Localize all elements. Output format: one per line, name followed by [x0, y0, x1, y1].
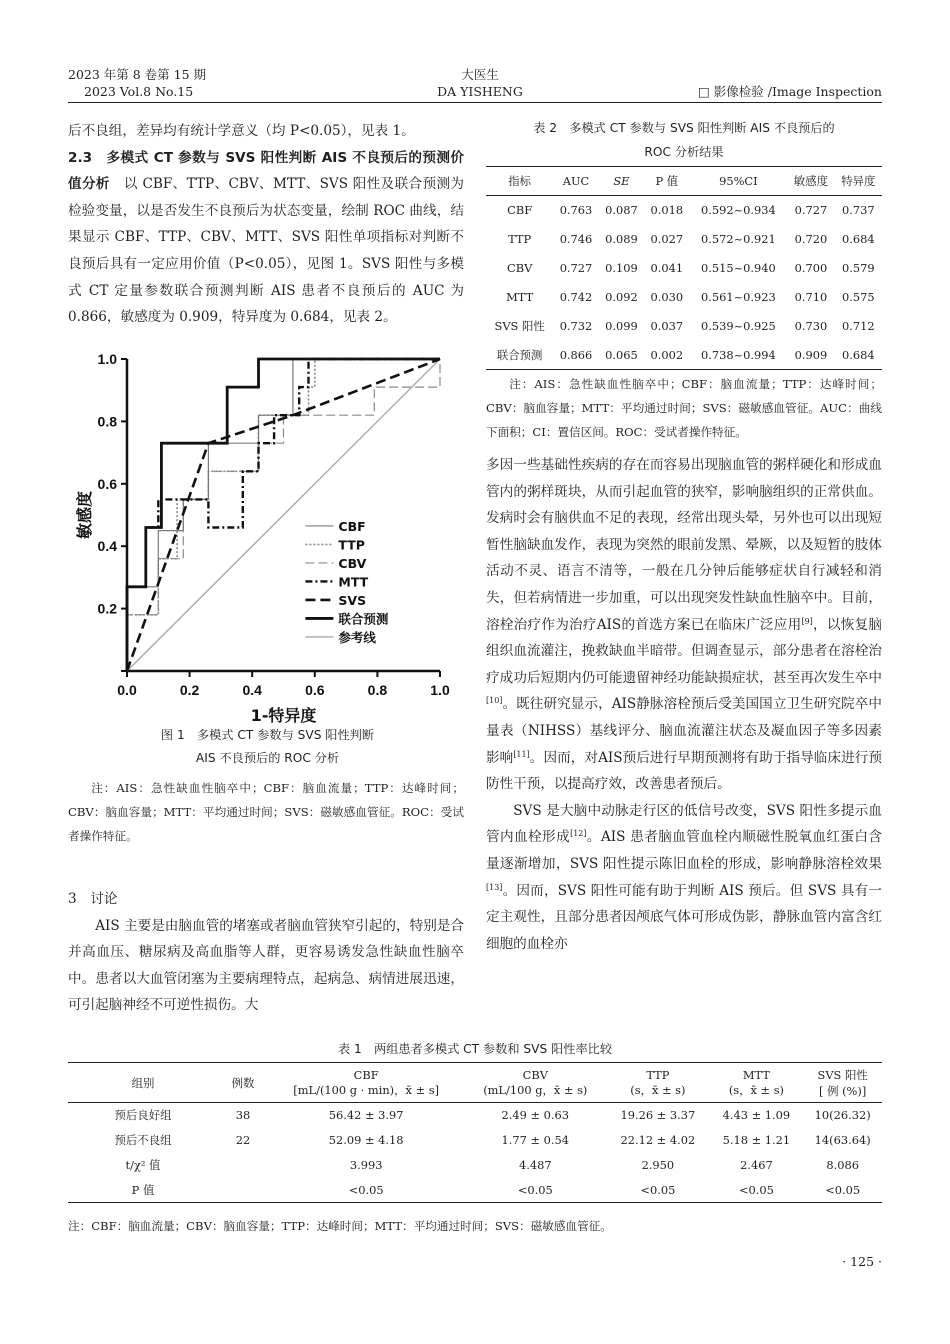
legend-label: 联合预测 — [338, 611, 389, 627]
header-center — [420, 66, 540, 100]
y-tick-label: 1.0 — [97, 351, 117, 367]
t1-header-svs — [803, 1063, 882, 1103]
t2-header: SE — [613, 174, 630, 188]
t1-header-unit: (s，x̄ ± s) — [728, 1082, 784, 1097]
text-span: 。AIS 患者脑血管血栓内顺磁性脱氧血红蛋白含量逐渐增加，SVS 阳性提示陈旧血栓的形成，影响静脉溶栓效果 — [486, 829, 883, 872]
t1-cell: 22 — [235, 1133, 251, 1147]
section-2-3 — [68, 145, 464, 331]
t1-cell: 22.12 ± 4.02 — [620, 1133, 696, 1147]
table2-title-line2: ROC 分析结果 — [644, 145, 724, 159]
t1-header-text: SVS 阳性 — [817, 1067, 868, 1082]
legend-label: CBV — [338, 555, 367, 571]
legend-label: 参考线 — [338, 629, 376, 645]
table2-title — [486, 116, 882, 164]
t2-cell: 0.561~0.923 — [700, 290, 776, 304]
t1-cell: 5.18 ± 1.21 — [722, 1133, 791, 1147]
discussion-paragraph: AIS 主要是由脑血管的堵塞或者脑血管狭窄引起的，特别是合并高血压、糖尿病及高血脂等人群，更容易诱发急性缺血性脑卒中。患者以大血管闭塞为主要病理特点，起病急、病情进展迅速，可引起脑神经不可逆性损伤。大 — [68, 917, 464, 1014]
t1-header-cbf — [268, 1063, 464, 1103]
x-axis-label: 1-特异度 — [250, 706, 317, 725]
t1-cell: <0.05 — [640, 1182, 676, 1197]
t2-cell: MTT — [506, 290, 534, 304]
t2-cell: 0.684 — [841, 347, 875, 362]
t1-cell: 2.950 — [641, 1158, 675, 1172]
t1-header-unit: (s，x̄ ± s) — [630, 1082, 686, 1097]
roc-curve-参考线 — [127, 359, 440, 671]
journal-issue-en: 2023 Vol.8 No.15 — [84, 84, 194, 99]
t1-cell: P 值 — [131, 1182, 155, 1197]
legend-label: MTT — [338, 574, 369, 590]
t2-cell: 0.030 — [650, 290, 684, 304]
y-tick-label: 0.4 — [97, 538, 117, 555]
t2-cell: 0.092 — [605, 290, 638, 304]
t2-cell: 联合预测 — [496, 347, 543, 362]
t2-header: 指标 — [508, 174, 532, 188]
y-tick-label: 0.2 — [97, 600, 117, 617]
t2-cell: 0.732 — [559, 319, 593, 333]
t2-cell: 0.037 — [650, 319, 684, 333]
t2-cell: 0.018 — [650, 203, 684, 218]
t2-cell: 0.720 — [794, 232, 828, 246]
t2-cell: 0.539~0.925 — [700, 319, 776, 333]
t2-cell: 0.742 — [559, 290, 593, 304]
table2-title-line1: 表 2 多模式 CT 参数与 SVS 阳性判断 AIS 不良预后的 — [533, 121, 835, 135]
t1-header-count — [218, 1063, 268, 1103]
paragraph-aetiology — [486, 452, 882, 798]
section-title: 多模式 CT 参数与 SVS 阳性判断 AIS 不良预后的预测价值分析 — [68, 149, 464, 193]
t2-cell: 0.109 — [605, 261, 638, 275]
section-3-title: 3 讨论 — [68, 891, 118, 907]
text-span: ，以恢复脑组织血流灌注，挽救缺血半暗带。但调查显示，部分患者在溶栓治疗成功后短期内仍可能遗留神经功能缺损症状，甚至再次发生卒中 — [486, 616, 883, 686]
y-axis-label: 敏感度 — [75, 490, 94, 540]
journal-name-en: DA YISHENG — [437, 84, 523, 99]
t2-cell: 0.700 — [794, 261, 828, 275]
t2-row — [486, 341, 882, 370]
x-tick-label: 0.0 — [117, 682, 137, 698]
t1-row — [68, 1178, 882, 1203]
t2-cell: 0.710 — [794, 290, 828, 304]
t1-cell: 预后良好组 — [114, 1108, 172, 1123]
t1-header-cbv — [464, 1063, 606, 1103]
t2-cell: 0.684 — [841, 232, 875, 246]
paragraph-results-end: 后不良组，差异均有统计学意义（均 P<0.05），见表 1。 — [68, 123, 415, 139]
t1-cell: 19.26 ± 3.37 — [620, 1108, 696, 1123]
citation: [13] — [486, 882, 503, 892]
figure-caption — [70, 724, 465, 770]
y-tick-label: 0.6 — [97, 475, 117, 492]
text-span: 。因而，对AIS预后进行早期预测将有助于指导临床进行预防性干预，以提高疗效，改善患者预后。 — [486, 749, 883, 793]
t2-cell: 0.727 — [559, 261, 593, 275]
t1-cell: 3.993 — [349, 1158, 383, 1172]
t1-cell: 2.49 ± 0.63 — [501, 1108, 570, 1123]
t1-cell: 预后不良组 — [114, 1133, 172, 1147]
t2-cell: 0.746 — [559, 232, 593, 246]
t2-header: AUC — [562, 174, 590, 188]
t1-cell — [218, 1153, 268, 1178]
t2-cell: 0.727 — [794, 203, 828, 218]
table1-title: 表 1 两组患者多模式 CT 参数和 SVS 阳性率比较 — [337, 1042, 613, 1056]
t1-cell: 4.43 ± 1.09 — [722, 1108, 791, 1123]
text-span: SVS 是大脑中动脉走行区的低信号改变，SVS 阳性多提示血管内血栓形成 — [486, 802, 882, 846]
left-column-bottom — [68, 886, 464, 1019]
t2-cell: 0.065 — [605, 347, 638, 362]
header-section: □ 影像检验 /Image Inspection — [698, 84, 882, 99]
t1-header-unit: [ 例 (%)] — [819, 1083, 867, 1098]
x-tick-label: 0.2 — [179, 682, 200, 698]
table1 — [68, 1062, 882, 1203]
t1-header-text: CBV — [522, 1067, 548, 1082]
journal-name-cn: 大医生 — [461, 67, 499, 82]
t2-cell: TTP — [508, 232, 532, 246]
t2-header: 特异度 — [841, 174, 876, 188]
t1-header-text: TTP — [646, 1067, 670, 1082]
text-span: 。既往研究显示，AIS静脉溶栓预后受美国国立卫生研究院卒中量表（NIHSS）基线评分、脑血流灌注状态及凝血因子等多因素影响 — [486, 696, 882, 766]
t2-cell: 0.089 — [605, 232, 638, 246]
text-span: 多因一些基础性疾病的存在而容易出现脑血管的粥样硬化和形成血管内的粥样斑块，从而引起血管的狭窄，影响脑组织的正常供血。发病时会有脑供血不足的表现，经常出现头晕，另外也可以出现短暂性脑缺血发作，表现为突然的眼前发黑、晕厥，以及短暂的肢体活动不灵、语言不清等，一般在几分钟后能够症状自行减轻和消失，但若病情进一步加重，可以出现突发性缺血性脑卒中。目前，溶栓治疗作为治疗AIS的首选方案已在临床广泛应用 — [486, 457, 882, 633]
journal-issue-cn: 2023 年第 8 卷第 15 期 — [68, 67, 207, 82]
t2-row — [486, 283, 882, 312]
t2-row — [486, 225, 882, 254]
t1-cell — [218, 1178, 268, 1203]
t2-cell: 0.909 — [794, 347, 828, 362]
t1-cell: 8.086 — [826, 1158, 859, 1172]
page-number: · 125 · — [842, 1254, 882, 1269]
t1-cell: 1.77 ± 0.54 — [501, 1133, 570, 1147]
legend-label: CBF — [338, 518, 366, 534]
t2-cell: 0.592~0.934 — [700, 203, 776, 218]
t2-row — [486, 254, 882, 283]
table2-note: 注：AIS：急性缺血性脑卒中；CBF：脑血流量；TTP：达峰时间；CBV：脑血容量；MTT：平均通过时间；SVS：磁敏感血管征。AUC：曲线下面积；CI：置信区间。ROC：受试者操作特征。 — [486, 377, 882, 439]
t2-cell: 0.087 — [605, 203, 638, 218]
t1-header-group — [68, 1063, 218, 1103]
t2-row — [486, 196, 882, 225]
t2-cell: 0.572~0.921 — [700, 232, 776, 246]
t1-header-unit: (mL/100 g，x̄ ± s) — [483, 1082, 588, 1097]
x-tick-label: 1.0 — [430, 682, 450, 698]
t1-cell: <0.05 — [517, 1182, 553, 1197]
legend-label: SVS — [338, 592, 367, 608]
t2-cell: 0.041 — [650, 261, 684, 275]
t1-cell: 4.487 — [518, 1158, 552, 1172]
x-tick-label: 0.6 — [305, 682, 325, 698]
t2-cell: 0.002 — [650, 347, 684, 362]
header-left — [68, 66, 328, 100]
t1-header-text: CBF — [353, 1067, 379, 1082]
t2-cell: 0.730 — [794, 319, 828, 333]
t2-cell: 0.866 — [559, 347, 593, 362]
t2-cell: 0.579 — [841, 261, 875, 275]
t2-cell: 0.099 — [605, 319, 638, 333]
t2-cell: CBV — [506, 261, 533, 275]
t1-cell: 10(26.32) — [814, 1108, 871, 1123]
citation: [12] — [570, 829, 587, 839]
t1-row — [68, 1153, 882, 1178]
t1-header-mtt — [710, 1063, 804, 1103]
citation: [10] — [486, 696, 503, 706]
t2-cell: 0.763 — [559, 203, 593, 218]
legend-label: TTP — [338, 537, 365, 553]
text-span: 。因而，SVS 阳性可能有助于判断 AIS 预后。但 SVS 具有一定主观性，且部分患者因颅底气体可形成伪影，静脉血管内富含红细胞的血栓亦 — [486, 882, 882, 952]
x-tick-label: 0.8 — [367, 682, 388, 698]
t2-cell: 0.738~0.994 — [700, 347, 776, 362]
t1-cell: 56.42 ± 3.97 — [328, 1108, 404, 1123]
section-number: 2.3 — [68, 149, 93, 166]
t2-cell: 0.515~0.940 — [700, 261, 776, 275]
t1-header-text: 例数 — [231, 1075, 255, 1090]
t1-header-unit: [mL/(100 g · min)，x̄ ± s] — [293, 1082, 440, 1097]
table1-note: 注：CBF：脑血流量；CBV：脑血容量；TTP：达峰时间；MTT：平均通过时间；SVS：磁敏感血管征。 — [68, 1219, 612, 1233]
t1-cell: <0.05 — [738, 1182, 774, 1197]
t2-cell: CBF — [507, 203, 533, 218]
t2-header: P 值 — [655, 174, 679, 188]
t1-header-text: 组别 — [131, 1075, 155, 1090]
t2-cell: 0.737 — [841, 203, 875, 218]
paragraph-svs — [486, 798, 882, 958]
citation: [11] — [513, 749, 530, 759]
right-column-text — [486, 452, 882, 957]
t1-cell: 52.09 ± 4.18 — [328, 1133, 404, 1147]
y-tick-label: 0.8 — [97, 413, 117, 430]
t1-cell: <0.05 — [825, 1182, 861, 1197]
header-rule — [68, 102, 882, 103]
x-tick-label: 0.4 — [242, 682, 262, 698]
t2-cell: 0.712 — [841, 319, 875, 333]
t1-cell: 38 — [235, 1108, 251, 1123]
roc-chart — [70, 345, 465, 725]
left-column-top — [68, 118, 464, 331]
t2-header: 敏感度 — [793, 174, 828, 188]
t1-cell: <0.05 — [348, 1182, 384, 1197]
t1-header-text: MTT — [742, 1067, 770, 1082]
t2-row — [486, 312, 882, 341]
t1-row — [68, 1128, 882, 1153]
citation: [9] — [801, 616, 813, 626]
figure-note: 注：AIS：急性缺血性脑卒中；CBF：脑血流量；TTP：达峰时间；CBV：脑血容量；MTT：平均通过时间；SVS：磁敏感血管征。ROC：受试者操作特征。 — [68, 781, 464, 843]
table2 — [486, 166, 882, 370]
t1-cell: 2.467 — [740, 1158, 773, 1172]
t2-cell: SVS 阳性 — [494, 319, 545, 333]
t1-row — [68, 1103, 882, 1128]
t2-cell: 0.575 — [841, 290, 875, 304]
figure-caption-line2: AIS 不良预后的 ROC 分析 — [195, 751, 340, 765]
t1-header-ttp — [606, 1063, 709, 1103]
figure-caption-line1: 图 1 多模式 CT 参数与 SVS 阳性判断 — [160, 728, 375, 742]
t2-header: 95%CI — [719, 174, 758, 188]
t1-cell: 14(63.64) — [814, 1133, 871, 1147]
t2-cell: 0.027 — [650, 232, 684, 246]
section-body: 以 CBF、TTP、CBV、MTT、SVS 阳性及联合预测为检验变量，以是否发生不良预后为状态变量，绘制 ROC 曲线，结果显示 CBF、TTP、CBV、MTT、SVS 阳性单项指标对判断不良预后具有一定应用价值（P<0.05），见图 1。SVS 阳性与多模式 CT 定量参数联合预测判断 AIS 患者不良预后的 AUC 为 0.866，敏感度为 0.909，特异度为 0.684，见表 2。 — [68, 176, 465, 326]
t1-cell: t/χ² 值 — [125, 1158, 161, 1172]
